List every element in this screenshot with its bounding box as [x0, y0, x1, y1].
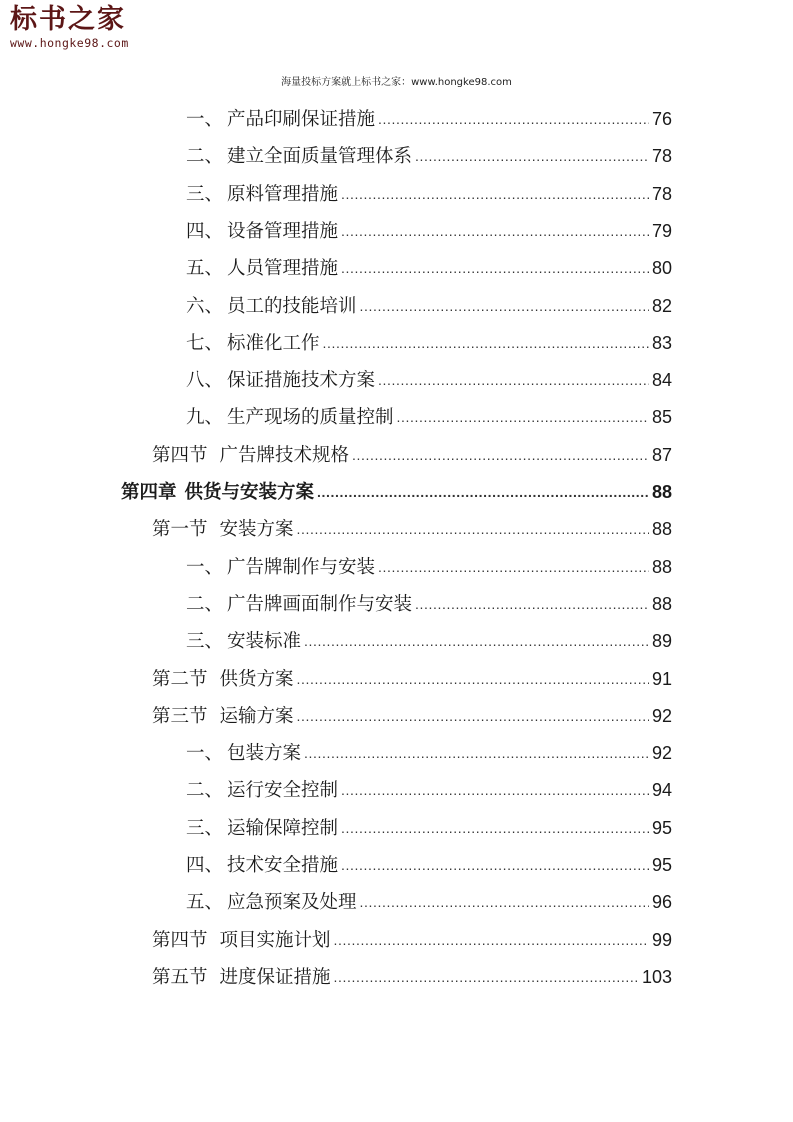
dot-leader [378, 549, 649, 586]
toc-entry-title: 生产现场的质量控制 [227, 407, 394, 429]
toc-entry-label: 九、 [186, 407, 224, 429]
toc-entry-title: 项目实施计划 [219, 929, 331, 951]
dot-leader [341, 176, 649, 213]
toc-entry-label: 三、 [186, 183, 224, 205]
toc-entry-title: 建立全面质量管理体系 [227, 146, 413, 168]
toc-entry-section[interactable] [152, 511, 672, 548]
dot-leader [323, 325, 649, 362]
toc-entry-title: 员工的技能培训 [227, 295, 357, 317]
toc-entry-title: 原料管理措施 [227, 183, 339, 205]
toc-entry-section[interactable] [152, 661, 672, 698]
toc-entry-title: 技术安全措施 [227, 855, 339, 876]
toc-entry-title: 供货与安装方案 [184, 482, 315, 503]
dot-leader [334, 959, 639, 996]
toc-entry-page-number: 88 [651, 593, 672, 614]
toc-entry-item[interactable] [186, 847, 672, 884]
toc-entry-label: 八、 [186, 370, 224, 392]
watermark-title: 标书之家 [10, 4, 126, 35]
dot-leader [378, 362, 649, 399]
toc-entry-label: 第二节 [152, 668, 208, 690]
toc-entry-page-number: 103 [641, 966, 672, 987]
toc-entry-title: 运输保障控制 [227, 817, 339, 839]
toc-entry-page-number: 85 [651, 407, 672, 428]
toc-entry-label: 七、 [186, 332, 224, 354]
toc-entry-title: 广告牌技术规格 [219, 444, 350, 466]
toc-entry-label: 四、 [186, 855, 224, 876]
toc-entry-label: 三、 [186, 631, 224, 653]
toc-entry-item[interactable] [186, 138, 672, 175]
toc-entry-page-number: 99 [651, 929, 672, 950]
toc-entry-page-number: 78 [651, 183, 672, 204]
toc-entry-title: 包装方案 [227, 743, 302, 765]
dot-leader [360, 288, 649, 325]
dot-leader [415, 586, 649, 623]
toc-entry-item[interactable] [186, 399, 672, 436]
toc-entry-label: 四、 [186, 220, 224, 242]
toc-entry-page-number: 78 [651, 146, 672, 167]
toc-entry-title: 应急预案及处理 [227, 892, 357, 914]
toc-entry-page-number: 96 [651, 892, 672, 913]
toc-entry-item[interactable] [186, 288, 672, 325]
dot-leader [297, 698, 649, 735]
toc-entry-label: 五、 [186, 258, 224, 280]
toc-entry-page-number: 88 [651, 519, 672, 540]
dot-leader [352, 437, 649, 474]
toc-entry-label: 第四节 [152, 929, 208, 951]
toc-entry-page-number: 76 [651, 109, 672, 129]
watermark-url: www.hongke98.com [10, 36, 129, 50]
toc-entry-item[interactable] [186, 549, 672, 586]
toc-entry-page-number: 83 [651, 332, 672, 353]
toc-entry-title: 进度保证措施 [219, 966, 331, 988]
toc-entry-item[interactable] [186, 884, 672, 921]
toc-entry-label: 一、 [186, 556, 224, 578]
toc-entry-item[interactable] [186, 623, 672, 660]
dot-leader [304, 623, 649, 660]
dot-leader [304, 735, 649, 772]
dot-leader [341, 213, 649, 250]
dot-leader [341, 250, 649, 287]
toc-entry-page-number: 95 [651, 817, 672, 838]
dot-leader [415, 138, 649, 175]
toc-entry-label: 第三节 [152, 705, 208, 727]
toc-entry-label: 第五节 [152, 966, 208, 988]
toc-entry-label: 二、 [186, 780, 224, 802]
toc-entry-item[interactable] [186, 176, 672, 213]
toc-entry-page-number: 82 [651, 295, 672, 316]
toc-entry-section[interactable] [152, 698, 672, 735]
toc-entry-page-number: 80 [651, 258, 672, 279]
toc-entry-page-number: 95 [651, 855, 672, 875]
toc-entry-page-number: 84 [651, 370, 672, 391]
toc-entry-section[interactable] [152, 959, 672, 996]
toc-entry-label: 第一节 [152, 519, 208, 541]
toc-entry-title: 运行安全控制 [227, 780, 339, 802]
toc-entry-title: 安装方案 [219, 519, 294, 541]
dot-leader [341, 810, 649, 847]
toc-entry-section[interactable] [152, 437, 672, 474]
toc-entry-title: 广告牌制作与安装 [227, 556, 376, 578]
toc-entry-page-number: 88 [651, 556, 672, 577]
toc-entry-title: 保证措施技术方案 [227, 370, 376, 392]
toc-entry-item[interactable] [186, 810, 672, 847]
toc-entry-title: 运输方案 [219, 705, 294, 727]
toc-entry-label: 五、 [186, 892, 224, 914]
dot-leader [360, 884, 649, 921]
watermark-logo [10, 4, 170, 50]
dot-leader [297, 511, 649, 548]
dot-leader [341, 772, 649, 809]
toc-entry-label: 六、 [186, 295, 224, 317]
page-header: 海量投标方案就上标书之家：www.hongke98.com [281, 77, 512, 88]
toc-entry-item[interactable] [186, 213, 672, 250]
toc-entry-label: 二、 [186, 146, 224, 168]
dot-leader [317, 474, 649, 511]
toc-entry-label: 二、 [186, 593, 224, 615]
toc-entry-page-number: 79 [651, 220, 672, 241]
toc-entry-label: 第四章 [121, 482, 177, 503]
toc-entry-item[interactable] [186, 250, 672, 287]
toc-entry-item[interactable] [186, 325, 672, 362]
toc-entry-page-number: 92 [651, 743, 672, 764]
toc-entry-item[interactable] [186, 101, 672, 138]
toc-entry-label: 三、 [186, 817, 224, 839]
toc-entry-page-number: 94 [651, 780, 672, 801]
dot-leader [397, 399, 649, 436]
dot-leader [334, 922, 649, 959]
toc-entry-label: 第四节 [152, 444, 208, 466]
toc-entry-title: 供货方案 [219, 668, 294, 690]
toc-entry-title: 标准化工作 [227, 332, 320, 354]
toc-entry-item[interactable] [186, 735, 672, 772]
dot-leader [341, 847, 649, 884]
toc-entry-page-number: 88 [651, 482, 672, 502]
toc-entry-label: 一、 [186, 743, 224, 765]
toc-entry-page-number: 92 [651, 705, 672, 726]
toc-entry-item[interactable] [186, 772, 672, 809]
toc-entry-item[interactable] [186, 362, 672, 399]
toc-entry-chapter[interactable] [121, 474, 672, 511]
toc-entry-page-number: 91 [651, 668, 672, 689]
dot-leader [297, 661, 649, 698]
toc-entry-page-number: 87 [651, 444, 672, 465]
dot-leader [378, 101, 649, 138]
toc-entry-item[interactable] [186, 586, 672, 623]
toc-entry-label: 一、 [186, 109, 224, 130]
toc-entry-title: 人员管理措施 [227, 258, 339, 280]
toc-entry-page-number: 89 [651, 631, 672, 652]
toc-entry-title: 设备管理措施 [227, 220, 339, 242]
toc-entry-title: 安装标准 [227, 631, 302, 653]
toc-entry-section[interactable] [152, 922, 672, 959]
toc-entry-title: 广告牌画面制作与安装 [227, 593, 413, 615]
toc-entry-title: 产品印刷保证措施 [227, 109, 376, 130]
